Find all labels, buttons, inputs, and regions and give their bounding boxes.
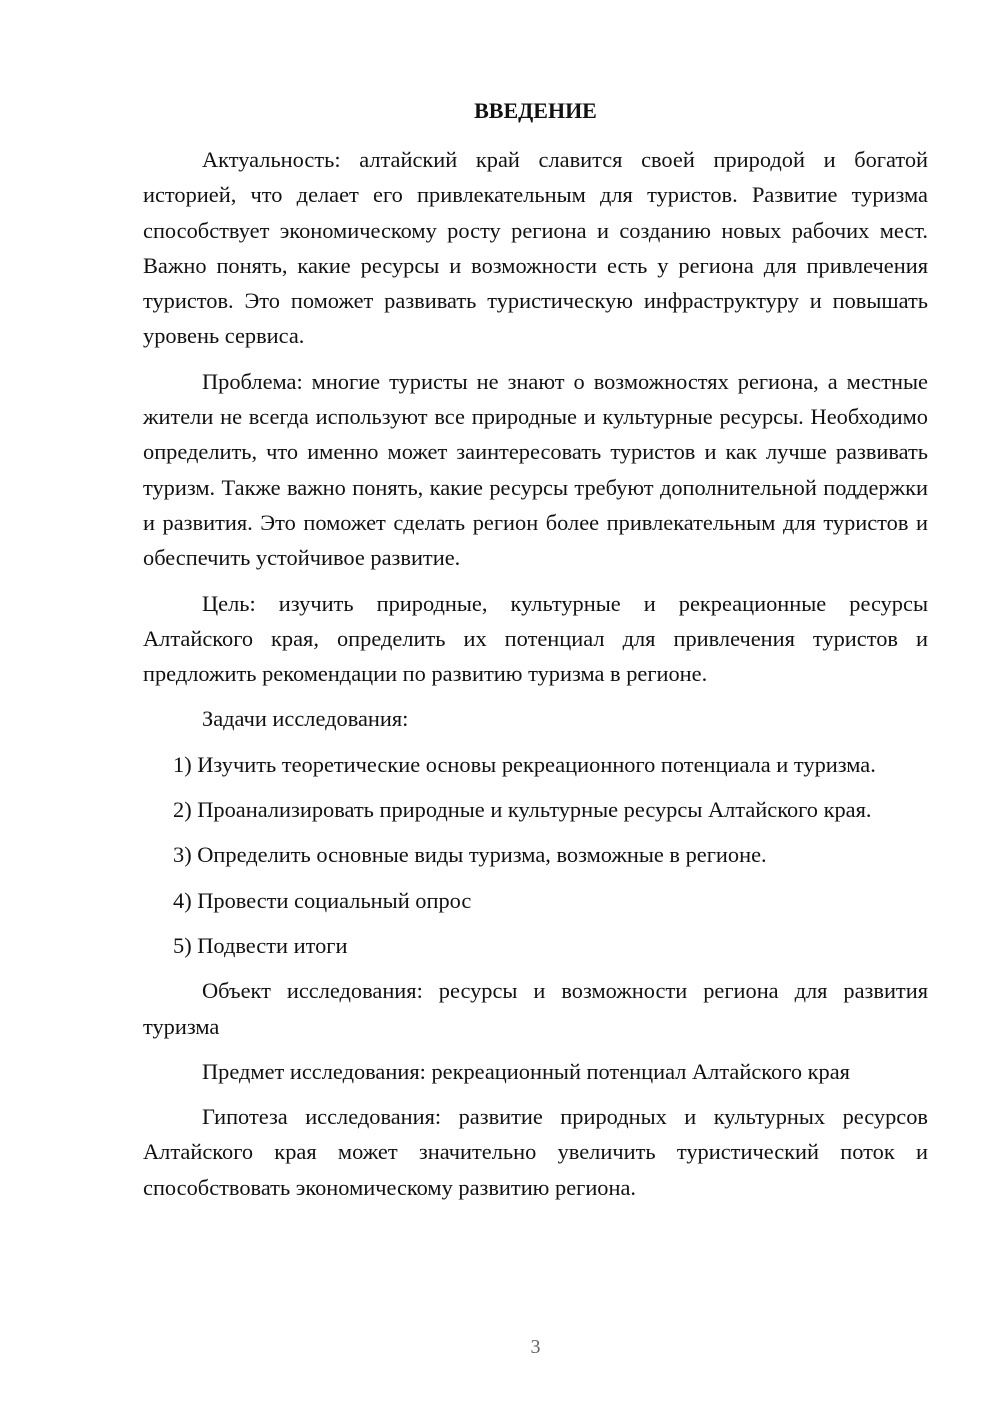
paragraph-problem: Проблема: многие туристы не знают о возможностях региона, а местные жители не всегда используют все природные и культурные ресурсы. Необходимо определить, что именно может заинтересовать туристов и как лучше развивать туризм. Также важно понять, какие ресурсы требуют дополнительной поддержки и развития. Это поможет сделать регион более привлекательным для туристов и обеспечить устойчивое развитие. bbox=[143, 368, 928, 571]
task-item-5: 5) Подвести итоги bbox=[173, 932, 348, 958]
paragraph-object: Объект исследования: ресурсы и возможности региона для развития туризма bbox=[143, 978, 928, 1039]
paragraph-tasks-heading: Задачи исследования: bbox=[202, 706, 409, 732]
paragraph-goal: Цель: изучить природные, культурные и рекреационные ресурсы Алтайского края, определить их потенциал для привлечения туристов и предложить рекомендации по развитию туризма в регионе. bbox=[143, 590, 928, 687]
paragraph-subject: Предмет исследования: рекреационный потенциал Алтайского края bbox=[202, 1058, 850, 1084]
document-page bbox=[143, 0, 928, 1414]
document-title: ВВЕДЕНИЕ bbox=[474, 98, 597, 123]
task-item-1: 1) Изучить теоретические основы рекреационного потенциала и туризма. bbox=[173, 751, 876, 777]
paragraph-hypothesis: Гипотеза исследования: развитие природных и культурных ресурсов Алтайского края может значительно увеличить туристический поток и способствовать экономическому развитию региона. bbox=[143, 1104, 928, 1200]
document-body bbox=[143, 142, 928, 1215]
task-item-4: 4) Провести социальный опрос bbox=[173, 887, 472, 913]
page-number: 3 bbox=[530, 1336, 541, 1358]
paragraph-relevance: Актуальность: алтайский край славится своей природой и богатой историей, что делает его привлекательным для туристов. Развитие туризма способствует экономическому росту региона и созданию новых рабочих мест. Важно понять, какие ресурсы и возможности есть у региона для привлечения туристов. Это поможет развивать туристическую инфраструктуру и повышать уровень сервиса. bbox=[143, 147, 928, 349]
task-item-3: 3) Определить основные виды туризма, возможные в регионе. bbox=[173, 842, 767, 868]
task-item-2: 2) Проанализировать природные и культурные ресурсы Алтайского края. bbox=[173, 797, 872, 823]
